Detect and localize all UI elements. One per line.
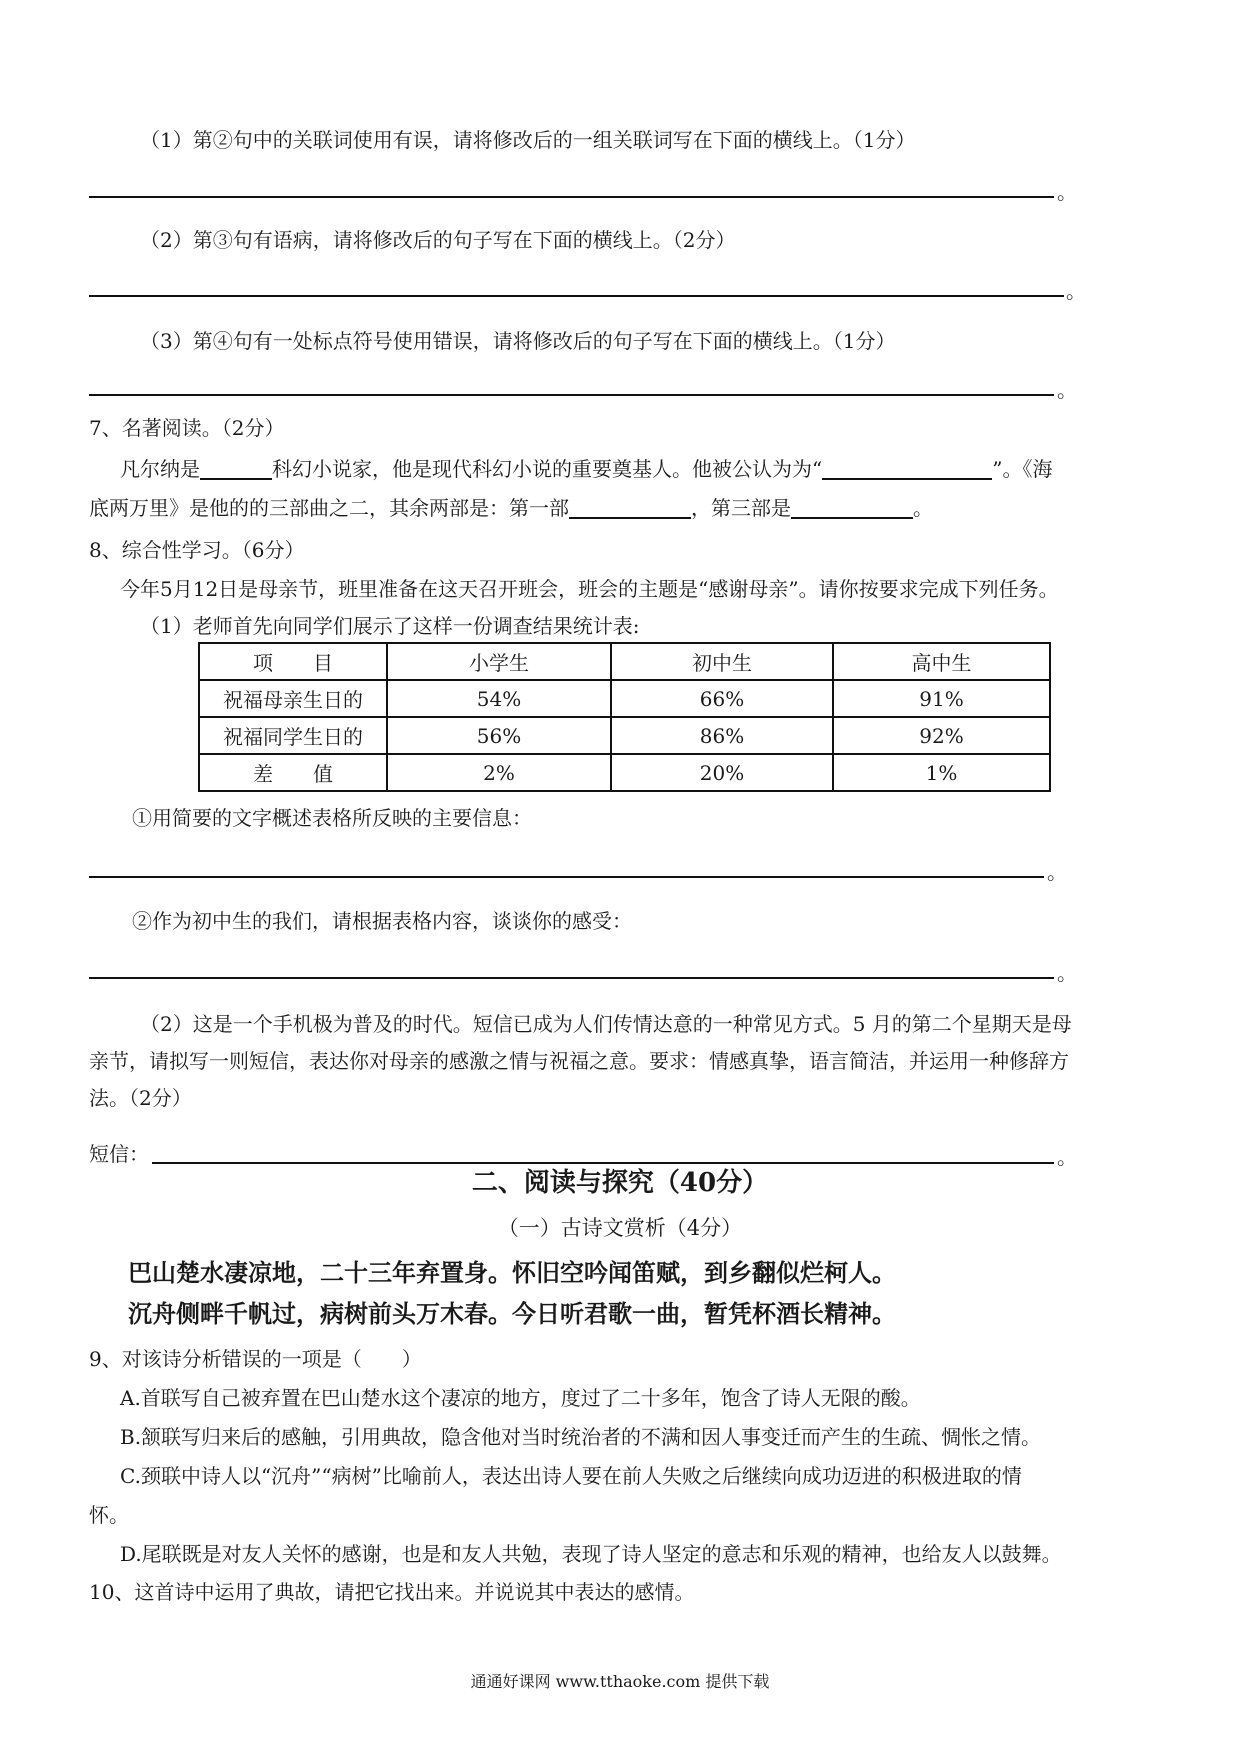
answer-line-q8-task2[interactable]: [89, 977, 1054, 979]
survey-table: [198, 642, 1051, 792]
table-cell: 54%: [387, 680, 611, 717]
table-header-cell: 项 目: [199, 643, 387, 680]
q8-task2: ②作为初中生的我们，请根据表格内容，谈谈你的感受：: [132, 909, 632, 933]
table-cell: 20%: [611, 754, 833, 791]
q9-option-b: B.颔联写归来后的感触，引用典故，隐含他对当时统治者的不满和因人事变迁而产生的生疏、惆怅之情。: [120, 1425, 1042, 1449]
table-cell: 差 值: [199, 754, 387, 791]
answer-line-sms[interactable]: [152, 1162, 1054, 1164]
table-row: [199, 754, 1050, 791]
period: 。: [1057, 961, 1077, 985]
subsection-title: （一）古诗文赏析（4分）: [497, 1216, 743, 1240]
table-cell: 1%: [833, 754, 1050, 791]
table-cell: 86%: [611, 717, 833, 754]
period: 。: [1057, 180, 1077, 204]
q8-title: 8、综合性学习。（6分）: [89, 538, 305, 562]
table-header-row: [199, 643, 1050, 680]
q9-option-d: D.尾联既是对友人关怀的感谢，也是和友人共勉，表现了诗人坚定的意志和乐观的精神，也给友人以鼓舞。: [120, 1542, 1062, 1566]
answer-line-q8-task1[interactable]: [89, 876, 1044, 878]
q8-sub2-line1: （2）这是一个手机极为普及的时代。短信已成为人们传情达意的一种常见方式。5 月的第二个星期天是母: [140, 1012, 1072, 1036]
q6-sub3: （3）第④句有一处标点符号使用错误，请将修改后的句子写在下面的横线上。（1分）: [140, 329, 896, 353]
q9-title: 9、对该诗分析错误的一项是（ ）: [89, 1347, 422, 1371]
table-header-cell: 小学生: [387, 643, 611, 680]
table-cell: 92%: [833, 717, 1050, 754]
q8-task1: ①用简要的文字概述表格所反映的主要信息：: [132, 806, 532, 830]
poem-line-1: 巴山楚水凄凉地，二十三年弃置身。怀旧空吟闻笛赋，到乡翻似烂柯人。: [128, 1259, 896, 1287]
section-title: 二、阅读与探究（40分）: [471, 1168, 769, 1198]
table-cell: 66%: [611, 680, 833, 717]
q7-text-d: 底两万里》是他的的三部曲之二，其余两部是：第一部: [89, 496, 569, 520]
q8-sub2-line3: 法。（2分）: [89, 1086, 192, 1110]
table-cell: 祝福母亲生日的: [199, 680, 387, 717]
sms-label: 短信：: [89, 1142, 149, 1166]
q7-line1: [120, 455, 1052, 483]
table-cell: 91%: [833, 680, 1050, 717]
table-cell: 2%: [387, 754, 611, 791]
q7-title: 7、名著阅读。（2分）: [89, 416, 285, 440]
table-cell: 祝福同学生日的: [199, 717, 387, 754]
q7-text-f: 。: [913, 496, 933, 520]
blank-third-book[interactable]: [791, 495, 913, 519]
q7-text-b: 科幻小说家，他是现代科幻小说的重要奠基人。他被公认为为“: [272, 457, 823, 481]
answer-line-q6-3[interactable]: [89, 394, 1054, 396]
blank-author-nationality[interactable]: [200, 456, 272, 480]
q7-line2: [89, 494, 933, 522]
answer-line-q6-2[interactable]: [89, 295, 1064, 297]
table-row: [199, 717, 1050, 754]
blank-first-book[interactable]: [569, 495, 691, 519]
table-header-cell: 高中生: [833, 643, 1050, 680]
table-cell: 56%: [387, 717, 611, 754]
q6-sub2: （2）第③句有语病，请将修改后的句子写在下面的横线上。（2分）: [140, 228, 736, 252]
q6-sub1: （1）第②句中的关联词使用有误，请将修改后的一组关联词写在下面的横线上。（1分）: [140, 128, 916, 152]
q9-option-a: A.首联写自己被弃置在巴山楚水这个凄凉的地方，度过了二十多年，饱含了诗人无限的酸。: [120, 1386, 921, 1410]
period: 。: [1047, 860, 1067, 884]
period: 。: [1057, 1145, 1077, 1169]
period: 。: [1066, 279, 1086, 303]
page-footer: 通通好课网 www.tthaoke.com 提供下载: [470, 1672, 770, 1691]
poem-line-2: 沉舟侧畔千帆过，病树前头万木春。今日听君歌一曲，暂凭杯酒长精神。: [128, 1300, 896, 1328]
q7-text-a: 凡尔纳是: [120, 457, 200, 481]
blank-title-honor[interactable]: [822, 456, 992, 480]
q7-text-c: ”。《海: [992, 457, 1053, 481]
table-row: [199, 680, 1050, 717]
q8-sub2-line2: 亲节，请拟写一则短信，表达你对母亲的感激之情与祝福之意。要求：情感真挚，语言简洁，并运用一种修辞方: [89, 1049, 1069, 1073]
q9-option-c-cont: 怀。: [89, 1503, 129, 1527]
table-header-cell: 初中生: [611, 643, 833, 680]
q8-intro: 今年5月12日是母亲节，班里准备在这天召开班会，班会的主题是“感谢母亲”。请你按要求完成下列任务。: [120, 577, 1059, 601]
q8-sub1: （1）老师首先向同学们展示了这样一份调查结果统计表:: [140, 614, 640, 638]
period: 。: [1057, 378, 1077, 402]
answer-line-q6-1[interactable]: [89, 196, 1054, 198]
q9-option-c: C.颈联中诗人以“沉舟”“病树”比喻前人，表达出诗人要在前人失败之后继续向成功迈进的积极进取的情: [120, 1464, 1022, 1488]
q7-text-e: ，第三部是: [691, 496, 791, 520]
q10-title: 10、这首诗中运用了典故，请把它找出来。并说说其中表达的感情。: [89, 1580, 695, 1604]
